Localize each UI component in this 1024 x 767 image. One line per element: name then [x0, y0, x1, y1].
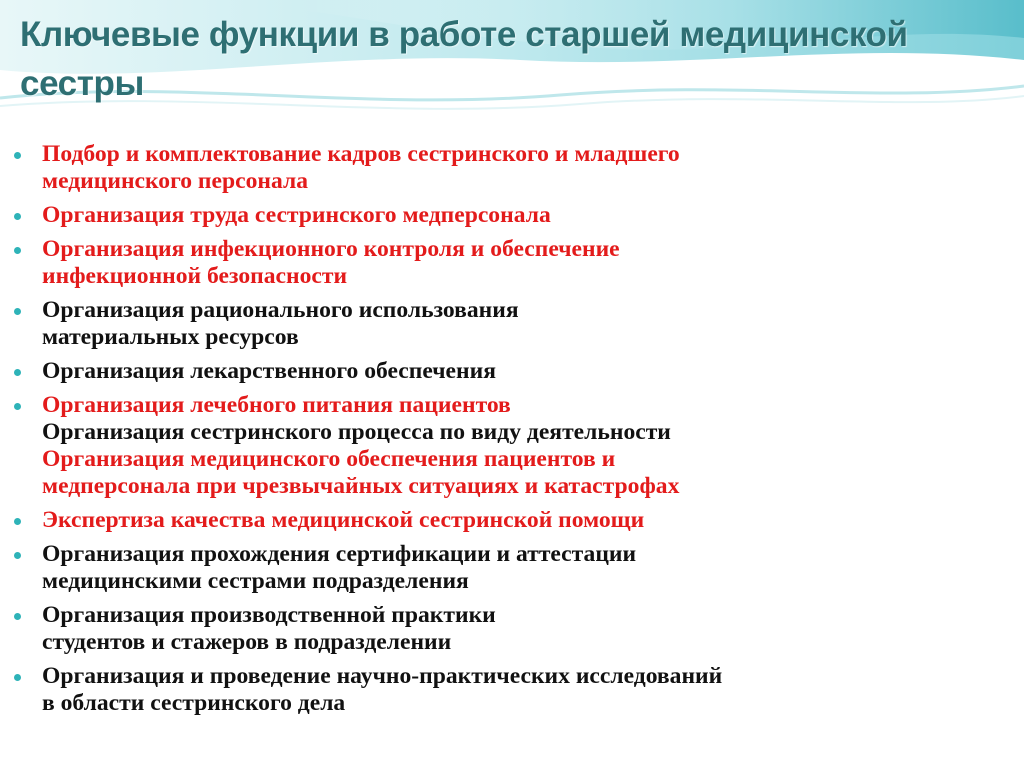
functions-list — [10, 141, 1010, 724]
list-item — [10, 541, 1010, 595]
list-item — [10, 297, 1010, 351]
list-item-text: Организация сестринского процесса по виду деятельности — [42, 419, 671, 445]
list-item-text: инфекционной безопасности — [42, 263, 348, 289]
bullet-icon — [14, 152, 21, 159]
bullet-icon — [14, 247, 21, 254]
slide-title: Ключевые функции в работе старшей медицинской сестры — [20, 15, 908, 103]
bullet-icon — [14, 369, 21, 376]
bullet-icon — [14, 552, 21, 559]
list-item-text: Организация труда сестринского медперсонала — [42, 202, 551, 228]
bullet-icon — [14, 613, 21, 620]
list-item-text: Организация рационального использования — [42, 297, 519, 323]
list-item — [10, 602, 1010, 656]
bullet-icon — [14, 403, 21, 410]
list-item-text: Организация инфекционного контроля и обеспечение — [42, 236, 620, 262]
list-item — [10, 663, 1010, 717]
list-item — [10, 202, 1010, 229]
list-item-text: в области сестринского дела — [42, 690, 346, 716]
bullet-icon — [14, 213, 21, 220]
bullet-icon — [14, 674, 21, 681]
list-item-text: Организация лечебного питания пациентов — [42, 392, 511, 418]
list-item-text: Организация прохождения сертификации и аттестации — [42, 541, 637, 567]
list-item-text: Экспертиза качества медицинской сестринской помощи — [42, 507, 645, 533]
list-item-text: Организация лекарственного обеспечения — [42, 358, 496, 384]
list-item-text: медицинского персонала — [42, 168, 309, 194]
list-item-text: материальных ресурсов — [42, 324, 299, 350]
list-item-text: медперсонала при чрезвычайных ситуациях и катастрофах — [42, 473, 680, 499]
list-item — [10, 236, 1010, 290]
bullet-icon — [14, 518, 21, 525]
list-item-text: Организация производственной практики — [42, 602, 496, 628]
list-item-text: Подбор и комплектование кадров сестринского и младшего — [42, 141, 680, 167]
list-item-text: Организация и проведение научно-практических исследований — [42, 663, 723, 689]
list-item-text: медицинскими сестрами подразделения — [42, 568, 469, 594]
list-item-text: студентов и стажеров в подразделении — [42, 629, 452, 655]
list-item — [10, 507, 1010, 534]
list-item-text: Организация медицинского обеспечения пациентов и — [42, 446, 616, 472]
list-item — [10, 392, 1010, 500]
list-item — [10, 141, 1010, 195]
bullet-icon — [14, 308, 21, 315]
list-item — [10, 358, 1010, 385]
